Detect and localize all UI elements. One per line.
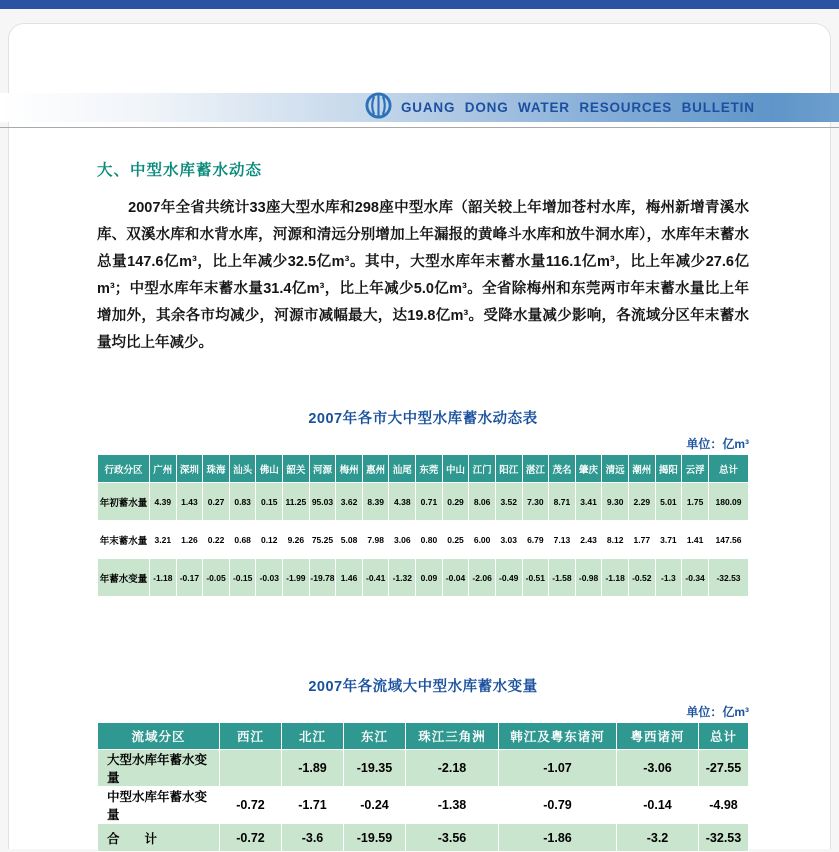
data-cell: 95.03 bbox=[309, 483, 336, 521]
data-cell: 11.25 bbox=[283, 483, 310, 521]
data-cell: 1.41 bbox=[682, 521, 709, 559]
section-title: 大、中型水库蓄水动态 bbox=[97, 162, 263, 179]
data-cell: -19.35 bbox=[344, 750, 406, 787]
data-cell: 8.71 bbox=[549, 483, 576, 521]
data-cell: 3.21 bbox=[150, 521, 177, 559]
data-cell: -1.18 bbox=[150, 559, 177, 597]
row-label: 合 计 bbox=[98, 824, 220, 852]
column-header: 流域分区 bbox=[98, 723, 220, 750]
data-cell: 4.39 bbox=[150, 483, 177, 521]
data-cell: -19.78 bbox=[309, 559, 336, 597]
banner-inner bbox=[365, 92, 755, 124]
data-cell: 7.13 bbox=[549, 521, 576, 559]
data-cell: -1.99 bbox=[283, 559, 310, 597]
row-label: 大型水库年蓄水变量 bbox=[98, 750, 220, 787]
data-cell: 3.52 bbox=[495, 483, 522, 521]
data-cell: -0.72 bbox=[220, 824, 282, 852]
city-table bbox=[97, 454, 749, 597]
column-header: 珠海 bbox=[203, 455, 230, 483]
data-cell: 1.75 bbox=[682, 483, 709, 521]
content-area bbox=[97, 158, 749, 852]
data-cell: 180.09 bbox=[709, 483, 749, 521]
column-header: 清远 bbox=[602, 455, 629, 483]
data-cell: 147.56 bbox=[709, 521, 749, 559]
data-cell: 0.68 bbox=[229, 521, 256, 559]
data-cell: -0.05 bbox=[203, 559, 230, 597]
data-cell: -0.34 bbox=[682, 559, 709, 597]
column-header: 广州 bbox=[150, 455, 177, 483]
data-cell: 3.06 bbox=[389, 521, 416, 559]
column-header: 东莞 bbox=[416, 455, 443, 483]
data-cell: -0.72 bbox=[220, 787, 282, 824]
top-strip bbox=[0, 0, 839, 9]
data-cell: 6.00 bbox=[469, 521, 496, 559]
column-header: 阳江 bbox=[495, 455, 522, 483]
column-header: 湛江 bbox=[522, 455, 549, 483]
data-cell: -0.24 bbox=[344, 787, 406, 824]
water-emblem-icon bbox=[365, 92, 392, 124]
column-header: 北江 bbox=[282, 723, 344, 750]
data-cell: -0.03 bbox=[256, 559, 283, 597]
column-header: 粤西诸河 bbox=[617, 723, 699, 750]
column-header: 行政分区 bbox=[98, 455, 150, 483]
data-cell: -1.38 bbox=[406, 787, 499, 824]
row-label: 年初蓄水量 bbox=[98, 483, 150, 521]
column-header: 总计 bbox=[699, 723, 749, 750]
column-header: 汕尾 bbox=[389, 455, 416, 483]
table-row bbox=[98, 559, 749, 597]
data-cell: 0.22 bbox=[203, 521, 230, 559]
data-cell: 0.29 bbox=[442, 483, 469, 521]
data-cell: 3.71 bbox=[655, 521, 682, 559]
column-header: 揭阳 bbox=[655, 455, 682, 483]
data-cell: 8.39 bbox=[362, 483, 389, 521]
banner-title: GUANG DONG WATER RESOURCES BULLETIN bbox=[401, 100, 755, 115]
data-cell: -1.71 bbox=[282, 787, 344, 824]
column-header: 肇庆 bbox=[575, 455, 602, 483]
data-cell: 2.29 bbox=[628, 483, 655, 521]
data-cell: -0.52 bbox=[628, 559, 655, 597]
column-header: 深圳 bbox=[176, 455, 203, 483]
data-cell: -1.58 bbox=[549, 559, 576, 597]
data-cell: 0.15 bbox=[256, 483, 283, 521]
data-cell: -32.53 bbox=[699, 824, 749, 852]
column-header: 云浮 bbox=[682, 455, 709, 483]
data-cell: -1.18 bbox=[602, 559, 629, 597]
data-cell: 1.77 bbox=[628, 521, 655, 559]
data-cell: 1.26 bbox=[176, 521, 203, 559]
row-label: 年蓄水变量 bbox=[98, 559, 150, 597]
column-header: 茂名 bbox=[549, 455, 576, 483]
data-cell: 1.43 bbox=[176, 483, 203, 521]
data-cell: -0.15 bbox=[229, 559, 256, 597]
data-cell: 3.03 bbox=[495, 521, 522, 559]
data-cell bbox=[220, 750, 282, 787]
column-header: 河源 bbox=[309, 455, 336, 483]
data-cell: -32.53 bbox=[709, 559, 749, 597]
column-header: 江门 bbox=[469, 455, 496, 483]
data-cell: 2.43 bbox=[575, 521, 602, 559]
column-header: 珠江三角洲 bbox=[406, 723, 499, 750]
column-header: 东江 bbox=[344, 723, 406, 750]
data-cell: -0.98 bbox=[575, 559, 602, 597]
basin-table-header-row bbox=[98, 723, 749, 750]
column-header: 汕头 bbox=[229, 455, 256, 483]
column-header: 中山 bbox=[442, 455, 469, 483]
data-cell: 9.30 bbox=[602, 483, 629, 521]
data-cell: -0.51 bbox=[522, 559, 549, 597]
column-header: 潮州 bbox=[628, 455, 655, 483]
column-header: 惠州 bbox=[362, 455, 389, 483]
body-paragraph: 2007年全省共统计33座大型水库和298座中型水库（韶关较上年增加苍村水库，梅州新增青溪水库、双溪水库和水背水库，河源和清远分别增加上年漏报的黄峰斗水库和放牛洞水库），水库年末蓄水总量147.6亿m³，比上年减少32.5亿m³。其中，大型水库年末蓄水量116.1亿m³，比上年减少27.6亿m³；中型水库年末蓄水量31.4亿m³，比上年减少5.0亿m³。全省除梅州和东莞两市年末蓄水量比上年增加外，其余各市均减少，河源市减幅最大，达19.8亿m³。受降水量减少影响，各流域分区年末蓄水量均比上年减少。 bbox=[97, 200, 749, 351]
column-header: 西江 bbox=[220, 723, 282, 750]
data-cell: 3.62 bbox=[336, 483, 363, 521]
column-header: 佛山 bbox=[256, 455, 283, 483]
data-cell: 0.71 bbox=[416, 483, 443, 521]
table-row bbox=[98, 483, 749, 521]
data-cell: 0.27 bbox=[203, 483, 230, 521]
data-cell: 8.06 bbox=[469, 483, 496, 521]
data-cell: 7.98 bbox=[362, 521, 389, 559]
row-label: 中型水库年蓄水变量 bbox=[98, 787, 220, 824]
data-cell: -4.98 bbox=[699, 787, 749, 824]
data-cell: -3.2 bbox=[617, 824, 699, 852]
data-cell: -2.06 bbox=[469, 559, 496, 597]
data-cell: -19.59 bbox=[344, 824, 406, 852]
data-cell: -3.56 bbox=[406, 824, 499, 852]
data-cell: 6.79 bbox=[522, 521, 549, 559]
data-cell: 0.12 bbox=[256, 521, 283, 559]
column-header: 韩江及粤东诸河 bbox=[499, 723, 617, 750]
data-cell: -1.89 bbox=[282, 750, 344, 787]
data-cell: 8.12 bbox=[602, 521, 629, 559]
basin-table bbox=[97, 722, 749, 852]
data-cell: -1.32 bbox=[389, 559, 416, 597]
data-cell: 7.30 bbox=[522, 483, 549, 521]
city-table-unit-label: 单位：亿m³ bbox=[686, 437, 749, 451]
data-cell: -0.79 bbox=[499, 787, 617, 824]
data-cell: -3.06 bbox=[617, 750, 699, 787]
data-cell: 9.26 bbox=[283, 521, 310, 559]
data-cell: 1.46 bbox=[336, 559, 363, 597]
city-table-block bbox=[97, 407, 749, 597]
basin-table-unit-label: 单位：亿m³ bbox=[686, 705, 749, 719]
data-cell: 3.41 bbox=[575, 483, 602, 521]
data-cell: 75.25 bbox=[309, 521, 336, 559]
data-cell: -0.49 bbox=[495, 559, 522, 597]
data-cell: 5.01 bbox=[655, 483, 682, 521]
data-cell: -1.3 bbox=[655, 559, 682, 597]
basin-table-block bbox=[97, 675, 749, 852]
data-cell: 0.83 bbox=[229, 483, 256, 521]
data-cell: 0.09 bbox=[416, 559, 443, 597]
city-table-header-row bbox=[98, 455, 749, 483]
data-cell: 4.38 bbox=[389, 483, 416, 521]
table-row bbox=[98, 750, 749, 787]
table-row bbox=[98, 824, 749, 852]
data-cell: -0.14 bbox=[617, 787, 699, 824]
column-header: 总计 bbox=[709, 455, 749, 483]
basin-table-title: 2007年各流域大中型水库蓄水变量 bbox=[308, 679, 538, 695]
data-cell: -1.86 bbox=[499, 824, 617, 852]
column-header: 梅州 bbox=[336, 455, 363, 483]
data-cell: -2.18 bbox=[406, 750, 499, 787]
row-label: 年末蓄水量 bbox=[98, 521, 150, 559]
table-row bbox=[98, 521, 749, 559]
column-header: 韶关 bbox=[283, 455, 310, 483]
data-cell: 5.08 bbox=[336, 521, 363, 559]
data-cell: 0.25 bbox=[442, 521, 469, 559]
data-cell: -27.55 bbox=[699, 750, 749, 787]
divider-line bbox=[0, 127, 839, 128]
data-cell: 0.80 bbox=[416, 521, 443, 559]
table-row bbox=[98, 787, 749, 824]
data-cell: -3.6 bbox=[282, 824, 344, 852]
data-cell: -0.04 bbox=[442, 559, 469, 597]
data-cell: -0.41 bbox=[362, 559, 389, 597]
city-table-title: 2007年各市大中型水库蓄水动态表 bbox=[308, 411, 538, 427]
data-cell: -0.17 bbox=[176, 559, 203, 597]
data-cell: -1.07 bbox=[499, 750, 617, 787]
header-banner bbox=[0, 93, 839, 122]
